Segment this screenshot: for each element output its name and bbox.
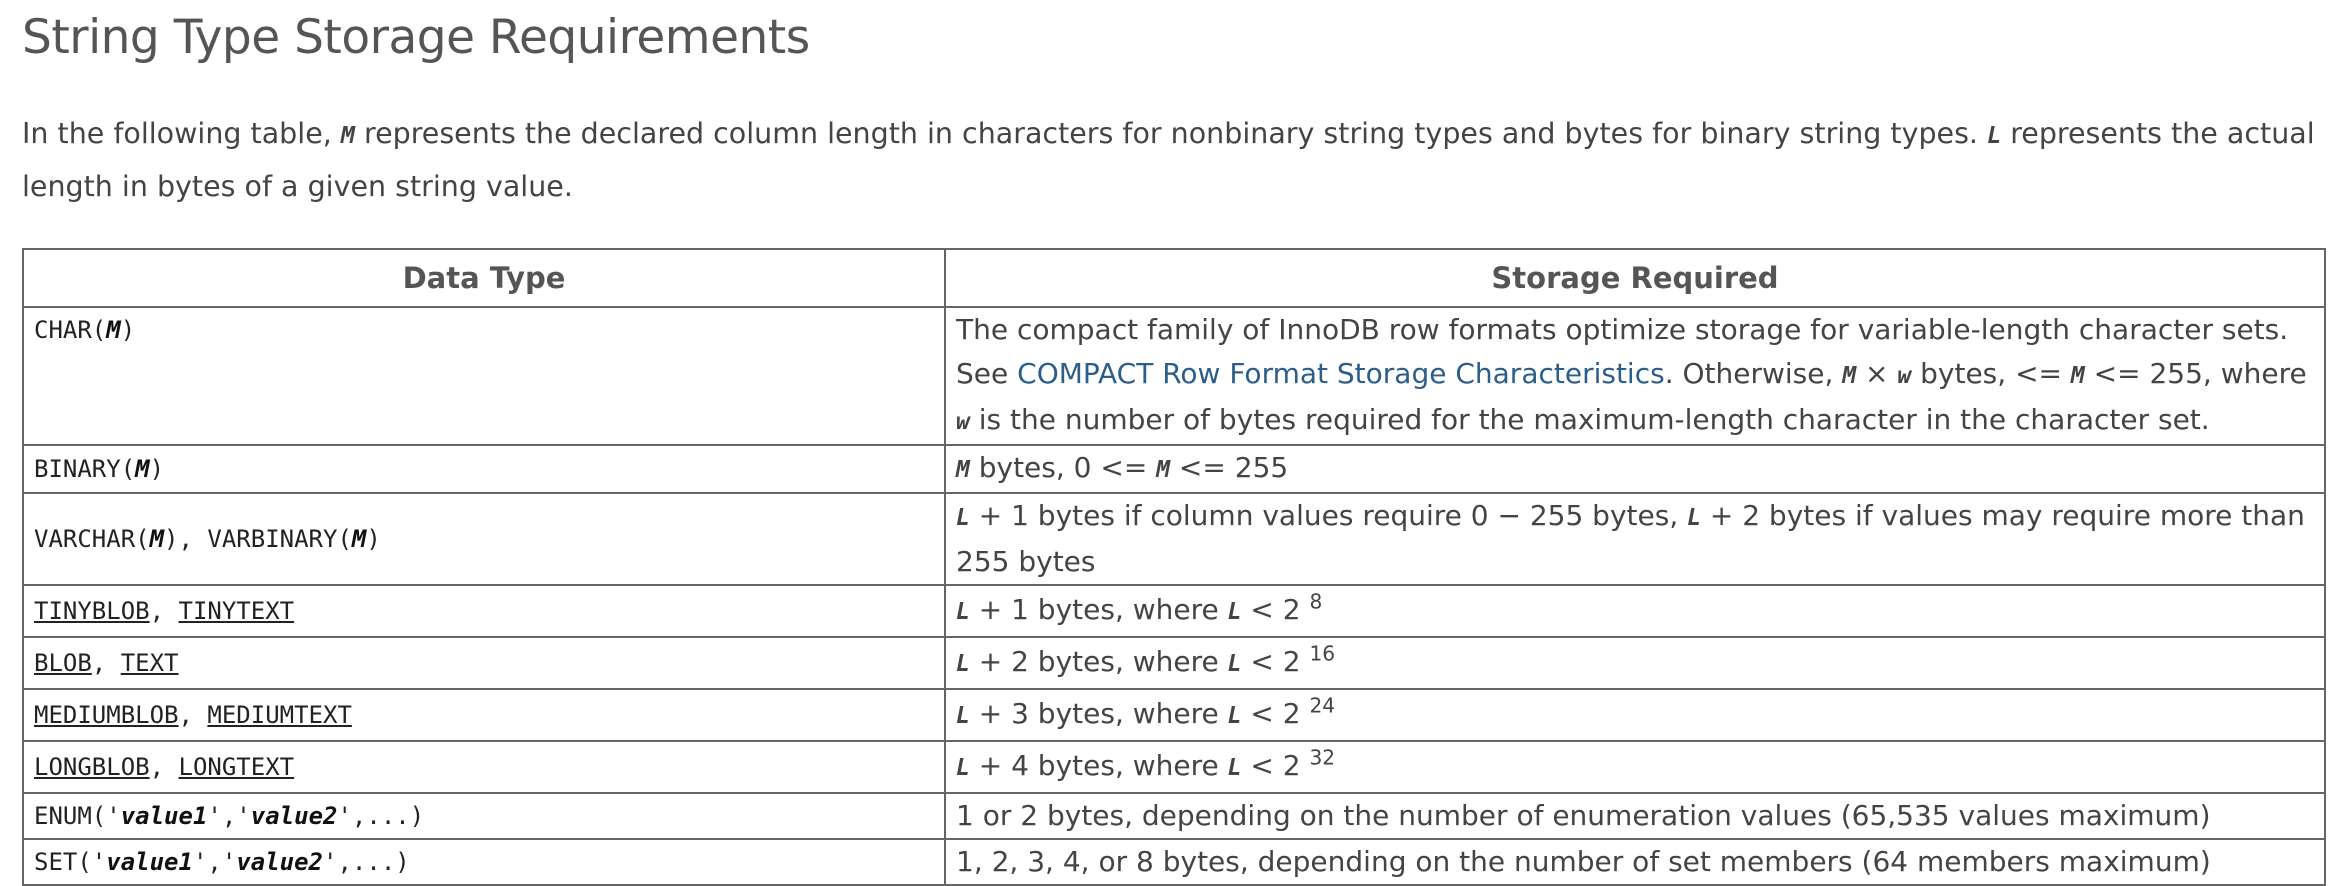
var-l: L — [1227, 703, 1242, 729]
storage-text: + 2 bytes, where — [969, 645, 1228, 678]
table-row — [23, 793, 2325, 839]
data-type-cell — [23, 307, 945, 445]
type-set — [34, 848, 410, 876]
mediumtext-link[interactable]: MEDIUMTEXT — [207, 701, 352, 729]
intro-var-l: L — [1987, 121, 2002, 149]
table-row — [23, 839, 2325, 885]
type-separator: , — [91, 649, 121, 677]
type-arg: M — [106, 316, 121, 344]
var-l: L — [956, 599, 970, 625]
page-title: String Type Storage Requirements — [22, 10, 810, 65]
var-l: L — [1227, 651, 1242, 677]
intro-var-m: M — [340, 121, 355, 149]
var-m: M — [1156, 457, 1171, 483]
table-row — [23, 585, 2325, 637]
var-m: M — [1842, 363, 1857, 389]
storage-text: The compact family of InnoDB row formats optimize storage for variable-length character sets. See — [956, 313, 2289, 390]
type-value: value2 — [236, 848, 324, 876]
type-arg: M — [135, 455, 150, 483]
type-fn: ENUM(' — [34, 802, 121, 830]
data-type-cell — [23, 493, 945, 585]
table-row — [23, 307, 2325, 445]
text-link[interactable]: TEXT — [120, 649, 179, 677]
storage-text: is the number of bytes required for the maximum-length character in the character set. — [969, 403, 2210, 436]
longtext-link[interactable]: LONGTEXT — [178, 753, 295, 781]
exponent: 16 — [1309, 641, 1336, 666]
storage-table — [22, 248, 2326, 886]
var-l: L — [1227, 755, 1242, 781]
exponent: 8 — [1309, 589, 1323, 614]
storage-text: <= 255 — [1170, 451, 1289, 484]
type-separator: , — [178, 701, 208, 729]
var-l: L — [956, 505, 970, 531]
compact-row-format-link[interactable]: COMPACT Row Format Storage Characteristics — [1017, 357, 1665, 390]
data-type-cell — [23, 741, 945, 793]
type-end: ',...) — [337, 802, 425, 830]
table-header-row — [23, 249, 2325, 307]
table-row — [23, 493, 2325, 585]
times-sign: × — [1856, 357, 1898, 390]
data-type-cell — [23, 445, 945, 493]
type-varchar-varbinary — [34, 525, 381, 553]
var-w: w — [1897, 363, 1912, 389]
storage-text: . Otherwise, — [1664, 357, 1843, 390]
type-close: ) — [149, 455, 165, 483]
var-l: L — [956, 755, 970, 781]
type-close: ) — [120, 316, 136, 344]
var-l: L — [956, 703, 970, 729]
blob-link[interactable]: BLOB — [34, 649, 92, 677]
type-binary — [34, 455, 164, 483]
tinytext-link[interactable]: TINYTEXT — [178, 597, 295, 625]
storage-text: bytes, <= — [1911, 357, 2071, 390]
mediumblob-link[interactable]: MEDIUMBLOB — [34, 701, 179, 729]
table-row — [23, 689, 2325, 741]
storage-text: + 1 bytes if column values require 0 − 255 bytes, — [969, 499, 1688, 532]
table-row — [23, 741, 2325, 793]
storage-cell — [945, 689, 2325, 741]
type-value: value1 — [120, 802, 208, 830]
data-type-cell — [23, 793, 945, 839]
storage-text: + 3 bytes, where — [969, 697, 1228, 730]
var-l: L — [956, 651, 970, 677]
var-m: M — [956, 457, 970, 483]
longblob-link[interactable]: LONGBLOB — [34, 753, 150, 781]
type-fn: BINARY( — [34, 455, 136, 483]
intro-text-1: In the following table, — [22, 117, 341, 150]
data-type-cell — [23, 637, 945, 689]
var-m: M — [2070, 363, 2085, 389]
storage-text: + 4 bytes, where — [969, 749, 1228, 782]
exponent: 24 — [1309, 693, 1336, 718]
table-row — [23, 637, 2325, 689]
storage-text: < 2 — [1241, 749, 1301, 782]
intro-text-2: represents the declared column length in characters for nonbinary string types and bytes for binary string types. — [354, 117, 1988, 150]
type-value: value1 — [106, 848, 193, 876]
header-data-type: Data Type — [23, 249, 945, 307]
storage-cell: 1 or 2 bytes, depending on the number of enumeration values (65,535 values maximum) — [945, 793, 2325, 839]
table-row — [23, 445, 2325, 493]
intro-text-3: represents the actual length in bytes of a given string value. — [22, 117, 2315, 203]
header-storage-required: Storage Required — [945, 249, 2325, 307]
type-fn: VARCHAR( — [34, 525, 150, 553]
type-char — [34, 316, 135, 344]
type-value: value2 — [250, 802, 338, 830]
var-w: w — [956, 409, 970, 435]
var-l: L — [1687, 505, 1701, 531]
tinyblob-link[interactable]: TINYBLOB — [34, 597, 150, 625]
storage-cell — [945, 741, 2325, 793]
type-arg: M — [351, 525, 367, 553]
type-fn: CHAR( — [34, 316, 107, 344]
type-fn: SET(' — [34, 848, 107, 876]
storage-cell — [945, 493, 2325, 585]
storage-text: + 1 bytes, where — [969, 593, 1228, 626]
storage-text: < 2 — [1241, 645, 1301, 678]
type-enum — [34, 802, 424, 830]
type-close: ) — [366, 525, 381, 553]
data-type-cell — [23, 689, 945, 741]
data-type-cell — [23, 839, 945, 885]
storage-text: + 2 bytes if values may require more than 255 bytes — [956, 499, 2305, 578]
var-l: L — [1227, 599, 1242, 625]
storage-cell — [945, 445, 2325, 493]
storage-text: < 2 — [1241, 697, 1301, 730]
storage-cell — [945, 637, 2325, 689]
storage-text: bytes, 0 <= — [969, 451, 1157, 484]
data-type-cell — [23, 585, 945, 637]
type-close: ), — [164, 525, 208, 553]
storage-text: < 2 — [1241, 593, 1301, 626]
type-sep: ',' — [207, 802, 251, 830]
storage-text: <= 255, where — [2084, 357, 2307, 390]
intro-paragraph — [22, 108, 2322, 212]
storage-cell — [945, 307, 2325, 445]
type-fn: VARBINARY( — [207, 525, 352, 553]
type-end: ',...) — [323, 848, 410, 876]
type-sep: ',' — [192, 848, 237, 876]
exponent: 32 — [1309, 745, 1336, 770]
type-separator: , — [149, 753, 179, 781]
storage-cell: 1, 2, 3, 4, or 8 bytes, depending on the number of set members (64 members maximum) — [945, 839, 2325, 885]
type-separator: , — [149, 597, 179, 625]
type-arg: M — [149, 525, 165, 553]
storage-cell — [945, 585, 2325, 637]
